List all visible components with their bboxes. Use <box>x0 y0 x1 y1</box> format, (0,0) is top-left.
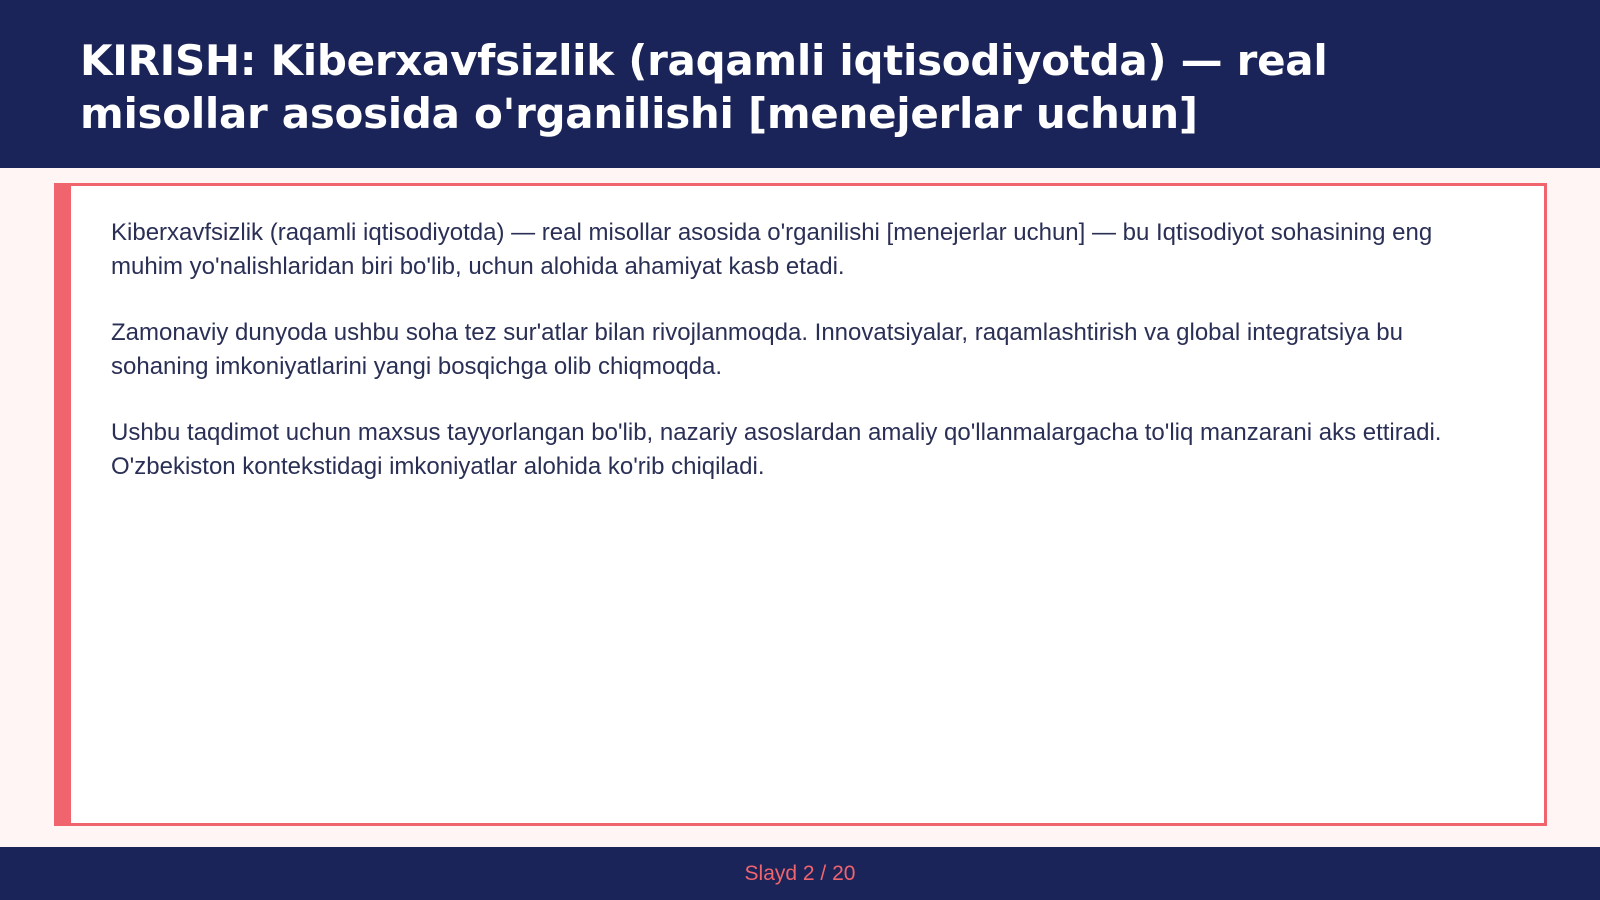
content-card <box>54 183 1547 826</box>
slide-header <box>0 0 1600 168</box>
slide-title: KIRISH: Kiberxavfsizlik (raqamli iqtisodiyotda) — real misollar asosida o'rganilishi [menejerlar uchun] <box>80 36 1328 138</box>
slide-counter: Slayd 2 / 20 <box>744 861 856 885</box>
body-paragraph: Zamonaviy dunyoda ushbu soha tez sur'atlar bilan rivojlanmoqda. Innovatsiyalar, raqamlashtirish va global integratsiya bu sohaning imkoniyatlarini yangi bosqichga olib chiqmoqda. <box>111 319 1403 380</box>
body-paragraph: Kiberxavfsizlik (raqamli iqtisodiyotda) — real misollar asosida o'rganilishi [menejerlar uchun] — bu Iqtisodiyot sohasining eng muhim yo'nalishlaridan biri bo'lib, uchun alohida ahamiyat kasb etadi. <box>111 219 1433 280</box>
slide-footer <box>0 847 1600 900</box>
body-paragraph: Ushbu taqdimot uchun maxsus tayyorlangan bo'lib, nazariy asoslardan amaliy qo'llanmalargacha to'liq manzarani aks ettiradi. O'zbekiston kontekstidagi imkoniyatlar alohida ko'rib chiqiladi. <box>111 419 1442 480</box>
